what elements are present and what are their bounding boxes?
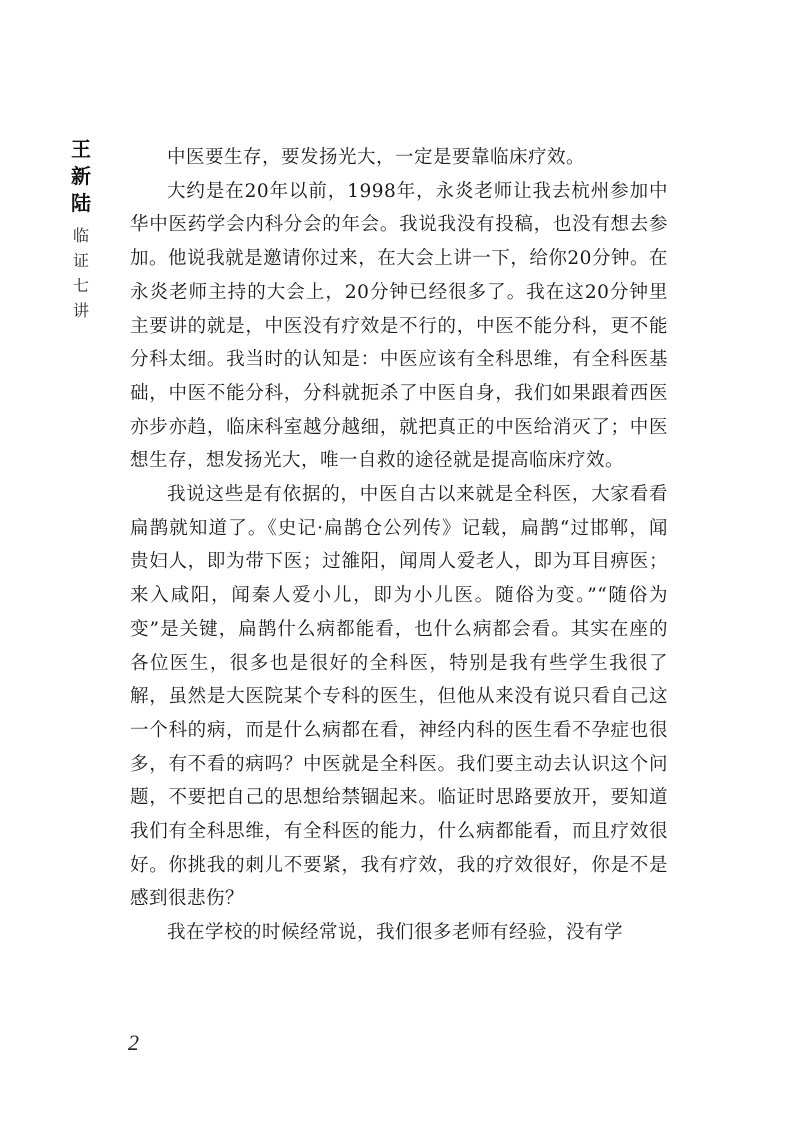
page-number: 2 bbox=[128, 1030, 139, 1055]
author-name-char: 陆 bbox=[71, 191, 91, 215]
author-name-char: 王 bbox=[71, 137, 91, 161]
paragraph: 中医要生存，要发扬光大，一定是要靠临床疗效。 bbox=[167, 147, 586, 168]
running-header-vertical bbox=[64, 136, 98, 323]
author-name-char: 新 bbox=[71, 164, 91, 188]
book-title-char: 临 bbox=[72, 226, 89, 245]
body-text bbox=[130, 141, 668, 950]
paragraph: 我说这些是有依据的，中医自古以来就是全科医，大家看看扁鹊就知道了。《史记·扁鹊仓公列传》记载，扁鹊“过邯郸，闻贵妇人，即为带下医；过雒阳，闻周人爱老人，即为耳目痹医；来入咸阳，闻秦人爱小儿，即为小儿医。随俗为变。”“随俗为变”是关键，扁鹊什么病都能看，也什么病都会看。其实在座的各位医生，很多也是很好的全科医，特别是我有些学生我很了解，虽然是大医院某个专科的医生，但他从来没有说只看自己这一个科的病，而是什么病都在看，神经内科的医生看不孕症也很多，有不看的病吗？中医就是全科医。我们要主动去认识这个问题，不要把自己的思想给禁锢起来。临证时思路要放开，要知道我们有全科思维，有全科医的能力，什么病都能看，而且疗效很好。你挑我的刺儿不要紧，我有疗效，我的疗效很好，你是不是感到很悲伤？ bbox=[130, 484, 668, 910]
book-title-char: 七 bbox=[72, 276, 89, 295]
book-title-char: 讲 bbox=[72, 301, 89, 320]
paragraph: 大约是在20年以前，1998年，永炎老师让我去杭州参加中华中医药学会内科分会的年会。我说我没有投稿，也没有想去参加。他说我就是邀请你过来，在大会上讲一下，给你20分钟。在永炎老师主持的大会上，20分钟已经很多了。我在这20分钟里主要讲的就是，中医没有疗效是不行的，中医不能分科，更不能分科太细。我当时的认知是：中医应该有全科思维，有全科医基础，中医不能分科，分科就扼杀了中医自身，我们如果跟着西医亦步亦趋，临床科室越分越细，就把真正的中医给消灭了；中医想生存，想发扬光大，唯一自救的途径就是提高临床疗效。 bbox=[130, 180, 668, 472]
book-title-char: 证 bbox=[72, 251, 89, 270]
paragraph: 我在学校的时候经常说，我们很多老师有经验，没有学 bbox=[167, 922, 624, 944]
